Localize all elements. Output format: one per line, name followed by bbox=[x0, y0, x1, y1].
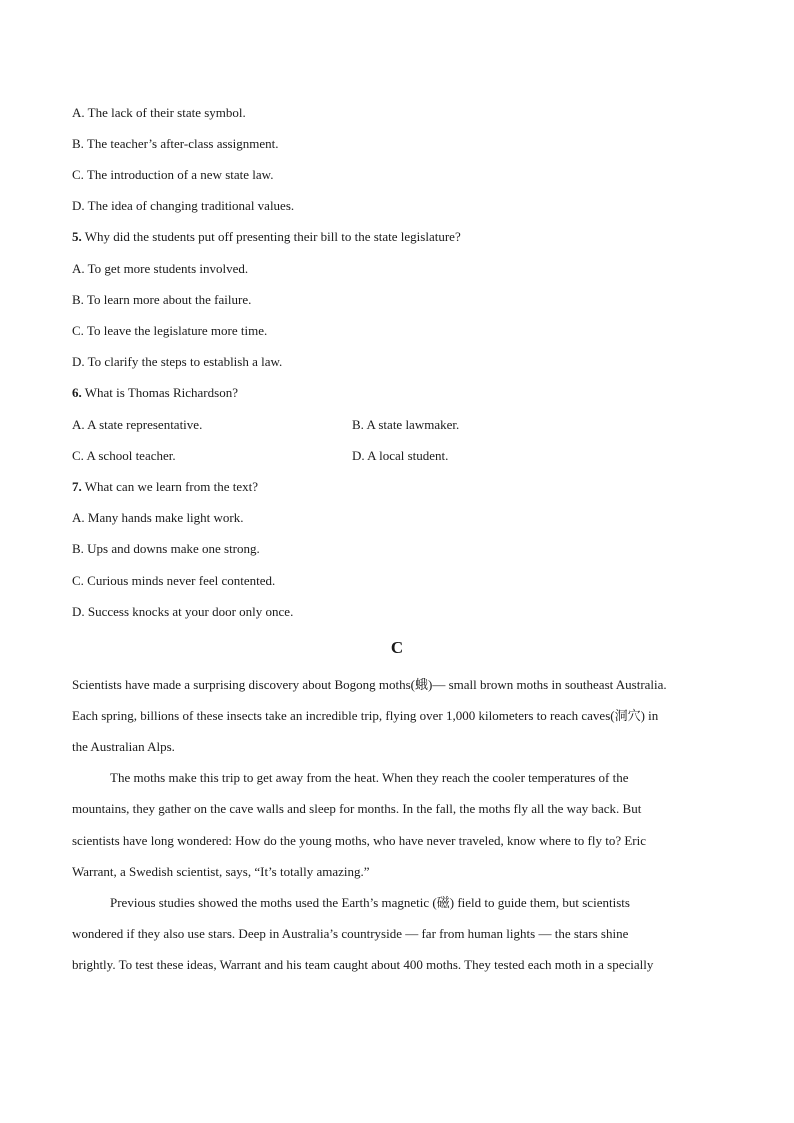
q4-option-a: A. The lack of their state symbol. bbox=[72, 105, 246, 120]
q5-option-d: D. To clarify the steps to establish a law. bbox=[72, 354, 283, 369]
q6-option-d: D. A local student. bbox=[352, 448, 449, 463]
q7-stem-text: What can we learn from the text? bbox=[81, 479, 259, 494]
q5-stem bbox=[72, 229, 461, 245]
passage-line: Warrant, a Swedish scientist, says, “It’s totally amazing.” bbox=[72, 864, 370, 879]
q7-option-a: A. Many hands make light work. bbox=[72, 510, 244, 525]
passage-line: Scientists have made a surprising discovery about Bogong moths(蛾)— small brown moths in southeast Australia. bbox=[72, 677, 667, 692]
q6-stem-text: What is Thomas Richardson? bbox=[81, 385, 238, 400]
q4-option-b: B. The teacher’s after-class assignment. bbox=[72, 136, 279, 151]
passage-line: Each spring, billions of these insects take an incredible trip, flying over 1,000 kilometers to reach caves(洞穴) in bbox=[72, 708, 659, 723]
passage-line: The moths make this trip to get away from the heat. When they reach the cooler temperatures of the bbox=[110, 770, 629, 785]
q7-number: 7. bbox=[72, 479, 82, 494]
q5-number: 5. bbox=[72, 229, 82, 244]
q6-stem bbox=[72, 385, 238, 401]
section-c-heading: C bbox=[390, 638, 404, 657]
q7-stem bbox=[72, 479, 258, 495]
q5-option-a: A. To get more students involved. bbox=[72, 261, 249, 276]
passage-line: Previous studies showed the moths used the Earth’s magnetic (磁) field to guide them, but scientists bbox=[110, 895, 630, 910]
q5-stem-text: Why did the students put off presenting their bill to the state legislature? bbox=[81, 229, 461, 244]
passage-line: the Australian Alps. bbox=[72, 739, 175, 754]
q6-option-c: C. A school teacher. bbox=[72, 448, 176, 463]
q5-option-b: B. To learn more about the failure. bbox=[72, 292, 252, 307]
passage-line: brightly. To test these ideas, Warrant and his team caught about 400 moths. They tested each moth in a specially bbox=[72, 957, 654, 972]
q7-option-b: B. Ups and downs make one strong. bbox=[72, 541, 260, 556]
q4-option-d: D. The idea of changing traditional values. bbox=[72, 198, 295, 213]
q4-option-c: C. The introduction of a new state law. bbox=[72, 167, 274, 182]
q6-option-a: A. A state representative. bbox=[72, 417, 203, 432]
passage-line: wondered if they also use stars. Deep in Australia’s countryside — far from human lights — the stars shine bbox=[72, 926, 629, 941]
q6-option-b: B. A state lawmaker. bbox=[352, 417, 460, 432]
q7-option-d: D. Success knocks at your door only once. bbox=[72, 604, 294, 619]
passage-line: scientists have long wondered: How do the young moths, who have never traveled, know where to fly to? Eric bbox=[72, 833, 647, 848]
q7-option-c: C. Curious minds never feel contented. bbox=[72, 573, 276, 588]
passage-line: mountains, they gather on the cave walls and sleep for months. In the fall, the moths fly all the way back. But bbox=[72, 801, 642, 816]
q6-number: 6. bbox=[72, 385, 82, 400]
q5-option-c: C. To leave the legislature more time. bbox=[72, 323, 268, 338]
